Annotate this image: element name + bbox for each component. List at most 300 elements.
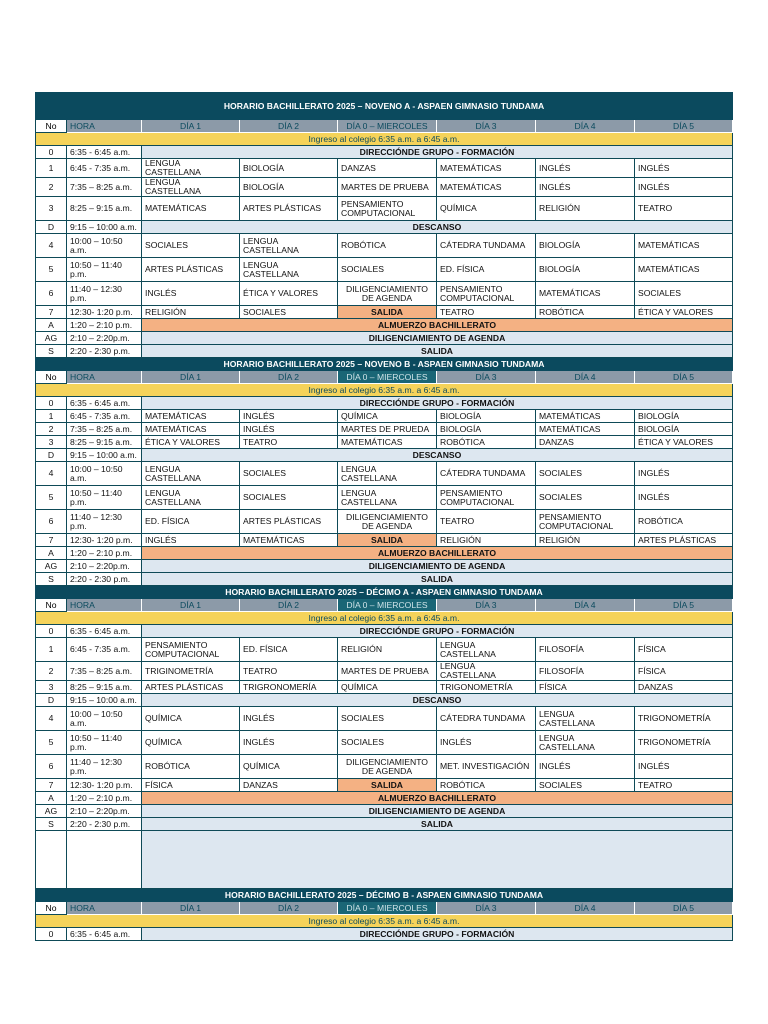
period-number: 7 bbox=[36, 779, 67, 792]
subject-cell: SOCIALES bbox=[240, 306, 338, 319]
col-header-hora: HORA bbox=[67, 120, 142, 133]
period-row bbox=[36, 397, 733, 410]
period-number: 5 bbox=[36, 486, 67, 510]
section-title: HORARIO BACHILLERATO 2025 – DÉCIMO A - ASPAEN GIMNASIO TUNDAMA bbox=[36, 586, 733, 599]
period-number: 5 bbox=[36, 258, 67, 282]
period-time: 10:50 – 11:40 p.m. bbox=[67, 258, 142, 282]
column-header-row bbox=[36, 120, 733, 133]
subject-cell: MET. INVESTIGACIÓN bbox=[437, 755, 536, 779]
subject-cell: MARTES DE PRUEDA bbox=[338, 423, 437, 436]
period-span-activity: DIRECCIÓNDE GRUPO - FORMACIÓN bbox=[142, 397, 733, 410]
period-row bbox=[36, 547, 733, 560]
period-number: 4 bbox=[36, 462, 67, 486]
subject-cell: SALIDA bbox=[338, 306, 437, 319]
subject-cell: SOCIALES bbox=[338, 258, 437, 282]
blank-cell bbox=[142, 831, 733, 889]
period-row bbox=[36, 159, 733, 178]
subject-cell: RELIGIÓN bbox=[338, 638, 437, 662]
period-row bbox=[36, 534, 733, 547]
period-time: 2:10 – 2:20p.m. bbox=[67, 560, 142, 573]
subject-cell: BIOLOGÍA bbox=[437, 423, 536, 436]
subject-cell: SOCIALES bbox=[536, 462, 635, 486]
subject-cell: DANZAS bbox=[635, 681, 733, 694]
section-title-row bbox=[36, 586, 733, 599]
subject-cell: INGLÉS bbox=[240, 731, 338, 755]
col-header-dia1: DÍA 1 bbox=[142, 599, 240, 612]
period-row bbox=[36, 779, 733, 792]
subject-cell: PENSAMIENTO COMPUTACIONAL bbox=[338, 197, 437, 221]
period-time: 11:40 – 12:30 p.m. bbox=[67, 282, 142, 306]
period-row bbox=[36, 755, 733, 779]
period-time: 2:10 – 2:20p.m. bbox=[67, 805, 142, 818]
period-row bbox=[36, 449, 733, 462]
subject-cell: FILOSOFÍA bbox=[536, 662, 635, 681]
subject-cell: RELIGIÓN bbox=[536, 197, 635, 221]
subject-cell: ARTES PLÁSTICAS bbox=[240, 197, 338, 221]
schedule-table bbox=[35, 92, 733, 941]
subject-cell: LENGUA CASTELLANA bbox=[240, 234, 338, 258]
period-row bbox=[36, 146, 733, 159]
subject-cell: ARTES PLÁSTICAS bbox=[240, 510, 338, 534]
period-number: D bbox=[36, 221, 67, 234]
subject-cell: LENGUA CASTELLANA bbox=[142, 178, 240, 197]
subject-cell: LENGUA CASTELLANA bbox=[142, 462, 240, 486]
blank-cell bbox=[67, 831, 142, 889]
subject-cell: BIOLOGÍA bbox=[240, 178, 338, 197]
period-row bbox=[36, 258, 733, 282]
subject-cell: ÉTICA Y VALORES bbox=[142, 436, 240, 449]
subject-cell: MATEMÁTICAS bbox=[240, 534, 338, 547]
subject-cell: MATEMÁTICAS bbox=[142, 197, 240, 221]
subject-cell: MATEMÁTICAS bbox=[536, 410, 635, 423]
subject-cell: INGLÉS bbox=[635, 178, 733, 197]
subject-cell: ARTES PLÁSTICAS bbox=[142, 258, 240, 282]
subject-cell: DANZAS bbox=[536, 436, 635, 449]
period-number: 0 bbox=[36, 146, 67, 159]
subject-cell: QUÍMICA bbox=[338, 681, 437, 694]
col-header-dia5: DÍA 5 bbox=[635, 120, 733, 133]
subject-cell: LENGUA CASTELLANA bbox=[338, 462, 437, 486]
period-row bbox=[36, 573, 733, 586]
period-row bbox=[36, 436, 733, 449]
subject-cell: TRIGRONOMERÍA bbox=[240, 681, 338, 694]
period-row bbox=[36, 234, 733, 258]
ingreso-banner: Ingreso al colegio 6:35 a.m. a 6:45 a.m. bbox=[36, 133, 733, 146]
subject-cell: ÉTICA Y VALORES bbox=[635, 306, 733, 319]
subject-cell: LENGUA CASTELLANA bbox=[437, 662, 536, 681]
subject-cell: TEATRO bbox=[635, 197, 733, 221]
period-number: AG bbox=[36, 332, 67, 345]
period-time: 7:35 – 8:25 a.m. bbox=[67, 662, 142, 681]
subject-cell: CÁTEDRA TUNDAMA bbox=[437, 234, 536, 258]
blank-gap-row bbox=[36, 831, 733, 889]
ingreso-row bbox=[36, 384, 733, 397]
section-title-row bbox=[36, 889, 733, 902]
subject-cell: DILIGENCIAMIENTO DE AGENDA bbox=[338, 510, 437, 534]
subject-cell: BIOLOGÍA bbox=[635, 410, 733, 423]
col-header-dia1: DÍA 1 bbox=[142, 902, 240, 915]
period-time: 6:35 - 6:45 a.m. bbox=[67, 146, 142, 159]
period-time: 12:30- 1:20 p.m. bbox=[67, 534, 142, 547]
period-number: D bbox=[36, 694, 67, 707]
period-row bbox=[36, 694, 733, 707]
period-time: 2:20 - 2:30 p.m. bbox=[67, 573, 142, 586]
period-number: 0 bbox=[36, 625, 67, 638]
period-span-activity: DILIGENCIAMIENTO DE AGENDA bbox=[142, 332, 733, 345]
period-number: A bbox=[36, 792, 67, 805]
period-time: 2:20 - 2:30 p.m. bbox=[67, 818, 142, 831]
subject-cell: RELIGIÓN bbox=[142, 306, 240, 319]
subject-cell: FÍSICA bbox=[536, 681, 635, 694]
period-time: 11:40 – 12:30 p.m. bbox=[67, 755, 142, 779]
col-header-hora: HORA bbox=[67, 371, 142, 384]
period-row bbox=[36, 221, 733, 234]
subject-cell: TEATRO bbox=[437, 510, 536, 534]
subject-cell: SALIDA bbox=[338, 779, 437, 792]
period-number: 6 bbox=[36, 282, 67, 306]
subject-cell: INGLÉS bbox=[142, 534, 240, 547]
subject-cell: INGLÉS bbox=[635, 755, 733, 779]
ingreso-banner: Ingreso al colegio 6:35 a.m. a 6:45 a.m. bbox=[36, 612, 733, 625]
period-number: D bbox=[36, 449, 67, 462]
period-span-activity: DESCANSO bbox=[142, 449, 733, 462]
subject-cell: LENGUA CASTELLANA bbox=[142, 159, 240, 178]
period-row bbox=[36, 410, 733, 423]
subject-cell: BIOLOGÍA bbox=[437, 410, 536, 423]
subject-cell: PENSAMIENTO COMPUTACIONAL bbox=[142, 638, 240, 662]
subject-cell: DILIGENCIAMIENTO DE AGENDA bbox=[338, 282, 437, 306]
period-number: 7 bbox=[36, 534, 67, 547]
subject-cell: PENSAMIENTO COMPUTACIONAL bbox=[437, 486, 536, 510]
period-time: 9:15 – 10:00 a.m. bbox=[67, 449, 142, 462]
period-number: 3 bbox=[36, 197, 67, 221]
ingreso-banner: Ingreso al colegio 6:35 a.m. a 6:45 a.m. bbox=[36, 915, 733, 928]
period-time: 1:20 – 2:10 p.m. bbox=[67, 792, 142, 805]
subject-cell: QUÍMICA bbox=[338, 410, 437, 423]
blank-cell bbox=[36, 831, 67, 889]
col-header-dia2: DÍA 2 bbox=[240, 120, 338, 133]
period-row bbox=[36, 707, 733, 731]
subject-cell: QUÍMICA bbox=[240, 755, 338, 779]
col-header-dia3: DÍA 3 bbox=[437, 371, 536, 384]
subject-cell: MARTES DE PRUEBA bbox=[338, 178, 437, 197]
subject-cell: QUÍMICA bbox=[142, 731, 240, 755]
ingreso-row bbox=[36, 133, 733, 146]
col-header-dia1: DÍA 1 bbox=[142, 371, 240, 384]
period-number: 1 bbox=[36, 410, 67, 423]
period-row bbox=[36, 462, 733, 486]
col-header-dia4: DÍA 4 bbox=[536, 371, 635, 384]
period-time: 6:45 - 7:35 a.m. bbox=[67, 159, 142, 178]
subject-cell: DANZAS bbox=[240, 779, 338, 792]
subject-cell: ARTES PLÁSTICAS bbox=[142, 681, 240, 694]
period-row bbox=[36, 510, 733, 534]
col-header-dia3: DÍA 3 bbox=[437, 120, 536, 133]
subject-cell: SOCIALES bbox=[536, 486, 635, 510]
subject-cell: INGLÉS bbox=[635, 462, 733, 486]
subject-cell: BIOLOGÍA bbox=[635, 423, 733, 436]
period-time: 6:45 - 7:35 a.m. bbox=[67, 410, 142, 423]
subject-cell: FÍSICA bbox=[635, 638, 733, 662]
period-span-activity: ALMUERZO BACHILLERATO bbox=[142, 319, 733, 332]
col-header-no: No bbox=[36, 120, 67, 133]
period-time: 9:15 – 10:00 a.m. bbox=[67, 694, 142, 707]
subject-cell: TRIGONOMETRÍA bbox=[437, 681, 536, 694]
subject-cell: ÉTICA Y VALORES bbox=[635, 436, 733, 449]
subject-cell: SOCIALES bbox=[142, 234, 240, 258]
subject-cell: TEATRO bbox=[635, 779, 733, 792]
col-header-hora: HORA bbox=[67, 902, 142, 915]
subject-cell: LENGUA CASTELLANA bbox=[437, 638, 536, 662]
period-span-activity: DIRECCIÓNDE GRUPO - FORMACIÓN bbox=[142, 625, 733, 638]
col-header-dia4: DÍA 4 bbox=[536, 902, 635, 915]
subject-cell: SOCIALES bbox=[338, 707, 437, 731]
col-header-dia2: DÍA 2 bbox=[240, 599, 338, 612]
subject-cell: ARTES PLÁSTICAS bbox=[635, 534, 733, 547]
period-time: 8:25 – 9:15 a.m. bbox=[67, 436, 142, 449]
period-span-activity: SALIDA bbox=[142, 345, 733, 358]
subject-cell: TRIGONOMETRÍA bbox=[635, 731, 733, 755]
subject-cell: RELIGIÓN bbox=[437, 534, 536, 547]
period-number: 2 bbox=[36, 662, 67, 681]
period-time: 6:35 - 6:45 a.m. bbox=[67, 928, 142, 941]
subject-cell: ROBÓTICA bbox=[536, 306, 635, 319]
period-time: 10:00 – 10:50 a.m. bbox=[67, 234, 142, 258]
subject-cell: MATEMÁTICAS bbox=[437, 178, 536, 197]
subject-cell: SOCIALES bbox=[338, 731, 437, 755]
col-header-dia4: DÍA 4 bbox=[536, 599, 635, 612]
period-row bbox=[36, 423, 733, 436]
period-time: 7:35 – 8:25 a.m. bbox=[67, 178, 142, 197]
subject-cell: CÁTEDRA TUNDAMA bbox=[437, 707, 536, 731]
subject-cell: QUÍMICA bbox=[437, 197, 536, 221]
period-number: 5 bbox=[36, 731, 67, 755]
subject-cell: ED. FÍSICA bbox=[437, 258, 536, 282]
subject-cell: BIOLOGÍA bbox=[536, 234, 635, 258]
subject-cell: ÉTICA Y VALORES bbox=[240, 282, 338, 306]
period-number: S bbox=[36, 818, 67, 831]
period-time: 12:30- 1:20 p.m. bbox=[67, 779, 142, 792]
period-number: 6 bbox=[36, 510, 67, 534]
period-row bbox=[36, 560, 733, 573]
period-time: 2:20 - 2:30 p.m. bbox=[67, 345, 142, 358]
col-header-dia0: DÍA 0 – MIERCOLES bbox=[338, 902, 437, 915]
period-number: 0 bbox=[36, 397, 67, 410]
subject-cell: SOCIALES bbox=[240, 486, 338, 510]
col-header-dia5: DÍA 5 bbox=[635, 902, 733, 915]
period-time: 10:00 – 10:50 a.m. bbox=[67, 462, 142, 486]
subject-cell: ROBÓTICA bbox=[142, 755, 240, 779]
period-row bbox=[36, 306, 733, 319]
ingreso-banner: Ingreso al colegio 6:35 a.m. a 6:45 a.m. bbox=[36, 384, 733, 397]
subject-cell: LENGUA CASTELLANA bbox=[536, 707, 635, 731]
period-row bbox=[36, 928, 733, 941]
period-number: A bbox=[36, 319, 67, 332]
section-title: HORARIO BACHILLERATO 2025 – DÉCIMO B - ASPAEN GIMNASIO TUNDAMA bbox=[36, 889, 733, 902]
period-time: 7:35 – 8:25 a.m. bbox=[67, 423, 142, 436]
period-time: 8:25 – 9:15 a.m. bbox=[67, 197, 142, 221]
period-row bbox=[36, 681, 733, 694]
subject-cell: INGLÉS bbox=[635, 159, 733, 178]
period-time: 8:25 – 9:15 a.m. bbox=[67, 681, 142, 694]
subject-cell: TEATRO bbox=[240, 662, 338, 681]
col-header-no: No bbox=[36, 371, 67, 384]
column-header-row bbox=[36, 599, 733, 612]
section-title: HORARIO BACHILLERATO 2025 – NOVENO B - ASPAEN GIMNASIO TUNDAMA bbox=[36, 358, 733, 371]
period-time: 11:40 – 12:30 p.m. bbox=[67, 510, 142, 534]
subject-cell: FÍSICA bbox=[142, 779, 240, 792]
period-number: A bbox=[36, 547, 67, 560]
subject-cell: ROBÓTICA bbox=[635, 510, 733, 534]
subject-cell: INGLÉS bbox=[536, 178, 635, 197]
col-header-dia4: DÍA 4 bbox=[536, 120, 635, 133]
subject-cell: ROBÓTICA bbox=[437, 779, 536, 792]
period-row bbox=[36, 486, 733, 510]
subject-cell: TRIGONOMETRÍA bbox=[635, 707, 733, 731]
period-number: 1 bbox=[36, 159, 67, 178]
period-span-activity: DESCANSO bbox=[142, 221, 733, 234]
period-time: 10:50 – 11:40 p.m. bbox=[67, 731, 142, 755]
period-span-activity: DIRECCIÓNDE GRUPO - FORMACIÓN bbox=[142, 928, 733, 941]
period-row bbox=[36, 818, 733, 831]
period-time: 9:15 – 10:00 a.m. bbox=[67, 221, 142, 234]
period-row bbox=[36, 332, 733, 345]
period-number: 2 bbox=[36, 178, 67, 197]
period-span-activity: DILIGENCIAMIENTO DE AGENDA bbox=[142, 560, 733, 573]
subject-cell: INGLÉS bbox=[240, 707, 338, 731]
ingreso-row bbox=[36, 612, 733, 625]
subject-cell: TRIGINOMETRÍA bbox=[142, 662, 240, 681]
period-time: 6:35 - 6:45 a.m. bbox=[67, 397, 142, 410]
period-span-activity: DILIGENCIAMIENTO DE AGENDA bbox=[142, 805, 733, 818]
subject-cell: MATEMÁTICAS bbox=[142, 423, 240, 436]
col-header-dia2: DÍA 2 bbox=[240, 902, 338, 915]
col-header-dia0: DÍA 0 – MIERCOLES bbox=[338, 371, 437, 384]
period-number: S bbox=[36, 573, 67, 586]
col-header-no: No bbox=[36, 599, 67, 612]
subject-cell: INGLÉS bbox=[240, 423, 338, 436]
period-span-activity: DIRECCIÓNDE GRUPO - FORMACIÓN bbox=[142, 146, 733, 159]
subject-cell: TEATRO bbox=[437, 306, 536, 319]
col-header-dia3: DÍA 3 bbox=[437, 902, 536, 915]
period-time: 10:00 – 10:50 a.m. bbox=[67, 707, 142, 731]
subject-cell: TEATRO bbox=[240, 436, 338, 449]
subject-cell: MATEMÁTICAS bbox=[536, 282, 635, 306]
subject-cell: FILOSOFÍA bbox=[536, 638, 635, 662]
column-header-row bbox=[36, 371, 733, 384]
period-number: 3 bbox=[36, 681, 67, 694]
period-number: 7 bbox=[36, 306, 67, 319]
subject-cell: LENGUA CASTELLANA bbox=[142, 486, 240, 510]
col-header-dia5: DÍA 5 bbox=[635, 371, 733, 384]
period-row bbox=[36, 345, 733, 358]
col-header-dia2: DÍA 2 bbox=[240, 371, 338, 384]
period-time: 1:20 – 2:10 p.m. bbox=[67, 547, 142, 560]
period-number: 4 bbox=[36, 707, 67, 731]
period-number: AG bbox=[36, 560, 67, 573]
section-title: HORARIO BACHILLERATO 2025 – NOVENO A - ASPAEN GIMNASIO TUNDAMA bbox=[36, 93, 733, 120]
subject-cell: SOCIALES bbox=[635, 282, 733, 306]
subject-cell: PENSAMIENTO COMPUTACIONAL bbox=[536, 510, 635, 534]
section-title-row bbox=[36, 358, 733, 371]
subject-cell: ED. FÍSICA bbox=[142, 510, 240, 534]
period-time: 2:10 – 2:20p.m. bbox=[67, 332, 142, 345]
schedule-document bbox=[35, 92, 732, 941]
subject-cell: RELIGIÓN bbox=[536, 534, 635, 547]
col-header-dia5: DÍA 5 bbox=[635, 599, 733, 612]
subject-cell: LENGUA CASTELLANA bbox=[536, 731, 635, 755]
period-number: 2 bbox=[36, 423, 67, 436]
subject-cell: DANZAS bbox=[338, 159, 437, 178]
period-number: 4 bbox=[36, 234, 67, 258]
subject-cell: MARTES DE PRUEBA bbox=[338, 662, 437, 681]
col-header-hora: HORA bbox=[67, 599, 142, 612]
subject-cell: BIOLOGÍA bbox=[240, 159, 338, 178]
period-number: 6 bbox=[36, 755, 67, 779]
period-row bbox=[36, 319, 733, 332]
period-number: AG bbox=[36, 805, 67, 818]
period-span-activity: ALMUERZO BACHILLERATO bbox=[142, 547, 733, 560]
subject-cell: ROBÓTICA bbox=[338, 234, 437, 258]
period-row bbox=[36, 625, 733, 638]
subject-cell: QUÍMICA bbox=[142, 707, 240, 731]
period-span-activity: SALIDA bbox=[142, 573, 733, 586]
col-header-dia0: DÍA 0 – MIERCOLES bbox=[338, 599, 437, 612]
subject-cell: INGLÉS bbox=[142, 282, 240, 306]
period-row bbox=[36, 638, 733, 662]
period-row bbox=[36, 792, 733, 805]
col-header-dia1: DÍA 1 bbox=[142, 120, 240, 133]
subject-cell: MATEMÁTICAS bbox=[437, 159, 536, 178]
subject-cell: MATEMÁTICAS bbox=[635, 234, 733, 258]
period-time: 10:50 – 11:40 p.m. bbox=[67, 486, 142, 510]
period-row bbox=[36, 197, 733, 221]
period-row bbox=[36, 282, 733, 306]
period-row bbox=[36, 731, 733, 755]
subject-cell: INGLÉS bbox=[240, 410, 338, 423]
column-header-row bbox=[36, 902, 733, 915]
col-header-dia3: DÍA 3 bbox=[437, 599, 536, 612]
period-row bbox=[36, 178, 733, 197]
subject-cell: LENGUA CASTELLANA bbox=[338, 486, 437, 510]
period-time: 6:45 - 7:35 a.m. bbox=[67, 638, 142, 662]
period-number: 0 bbox=[36, 928, 67, 941]
subject-cell: CÁTEDRA TUNDAMA bbox=[437, 462, 536, 486]
col-header-dia0: DÍA 0 – MIERCOLES bbox=[338, 120, 437, 133]
subject-cell: BIOLOGÍA bbox=[536, 258, 635, 282]
subject-cell: DILIGENCIAMIENTO DE AGENDA bbox=[338, 755, 437, 779]
subject-cell: FÍSICA bbox=[635, 662, 733, 681]
ingreso-row bbox=[36, 915, 733, 928]
subject-cell: MATEMÁTICAS bbox=[635, 258, 733, 282]
subject-cell: MATEMÁTICAS bbox=[142, 410, 240, 423]
subject-cell: ED. FÍSICA bbox=[240, 638, 338, 662]
subject-cell: SOCIALES bbox=[536, 779, 635, 792]
period-row bbox=[36, 662, 733, 681]
subject-cell: INGLÉS bbox=[536, 159, 635, 178]
subject-cell: MATEMÁTICAS bbox=[536, 423, 635, 436]
period-span-activity: ALMUERZO BACHILLERATO bbox=[142, 792, 733, 805]
period-time: 1:20 – 2:10 p.m. bbox=[67, 319, 142, 332]
period-time: 6:35 - 6:45 a.m. bbox=[67, 625, 142, 638]
col-header-no: No bbox=[36, 902, 67, 915]
subject-cell: INGLÉS bbox=[635, 486, 733, 510]
section-title-row bbox=[36, 93, 733, 120]
period-span-activity: DESCANSO bbox=[142, 694, 733, 707]
subject-cell: LENGUA CASTELLANA bbox=[240, 258, 338, 282]
period-time: 12:30- 1:20 p.m. bbox=[67, 306, 142, 319]
period-number: S bbox=[36, 345, 67, 358]
